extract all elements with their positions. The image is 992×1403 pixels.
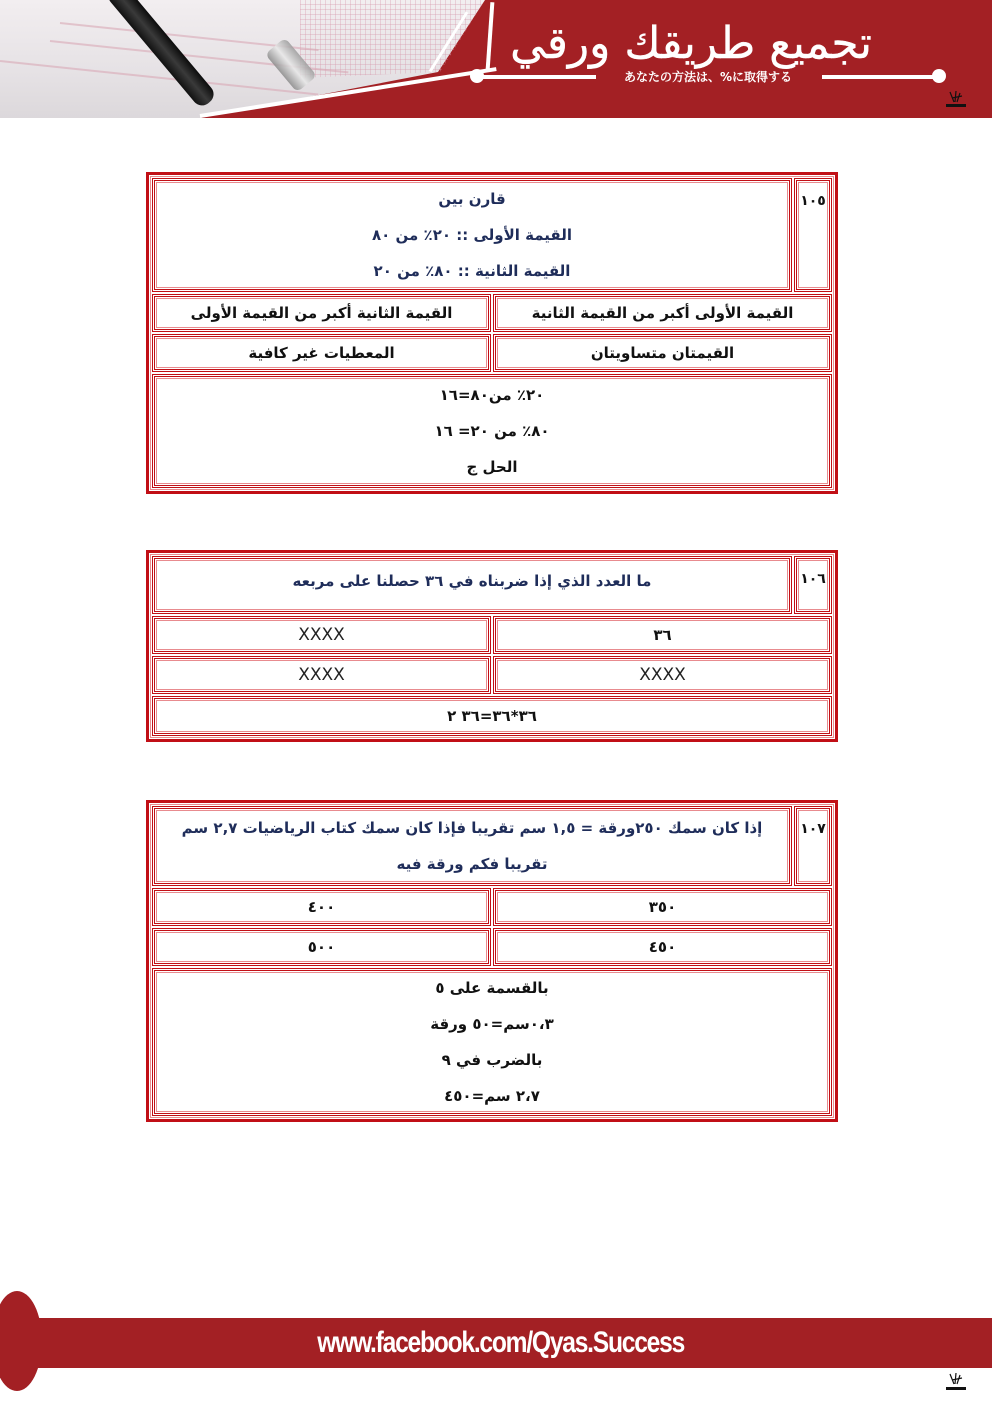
tagline-bar (822, 75, 940, 79)
solution-line: ٠،٣سم=٥٠ ورقة (430, 1015, 554, 1033)
solution (152, 696, 832, 736)
option-a[interactable]: ٣٦ (493, 616, 832, 654)
answer-grid-texture (300, 0, 490, 80)
solution-line: ٨٠٪ من ٢٠= ١٦ (434, 422, 550, 440)
question-block-107 (146, 800, 838, 1122)
header-banner (0, 0, 992, 118)
solution (152, 968, 832, 1116)
solution-line: ٢،٧ سم=٤٥٠ (444, 1087, 540, 1105)
tagline-dot (932, 69, 946, 83)
prompt-line: قارن بين (438, 190, 506, 208)
question-prompt (152, 806, 792, 886)
solution (152, 374, 832, 488)
option-c[interactable]: ٤٥٠ (493, 928, 832, 966)
option-d[interactable]: XXXX (152, 656, 491, 694)
prompt-line: القيمة الأولى :: ٢٠٪ من ٨٠ (372, 226, 572, 244)
question-number: ١٠٦ (794, 556, 832, 614)
solution-line: بالضرب في ٩ (441, 1051, 543, 1069)
tagline-bar (478, 75, 596, 79)
question-block-106 (146, 550, 838, 742)
option-a[interactable]: القيمة الأولى أكبر من القيمة الثانية (493, 294, 832, 332)
question-number: ١٠٧ (794, 806, 832, 886)
option-c[interactable]: القيمتان متساويتان (493, 334, 832, 372)
option-c[interactable]: XXXX (493, 656, 832, 694)
question-prompt (152, 556, 792, 614)
banner-title: تجميع طريقك ورقي (510, 18, 872, 69)
prompt-line: ما العدد الذي إذا ضربناه في ٣٦ حصلنا على مربعه (292, 572, 652, 590)
solution-line: ٢٠٪ من٨٠=١٦ (439, 386, 545, 404)
option-b[interactable]: ٤٠٠ (152, 888, 491, 926)
tagline-row (470, 68, 950, 86)
banner-tagline: あなたの方法は、%に取得する (623, 70, 793, 84)
prompt-line: القيمة الثانية :: ٨٠٪ من ٢٠ (373, 262, 571, 280)
question-number: ١٠٥ (794, 178, 832, 292)
solution-line: الحل ج (466, 458, 518, 476)
signature-logo-icon (942, 90, 970, 110)
option-b[interactable]: XXXX (152, 616, 491, 654)
option-d[interactable]: ٥٠٠ (152, 928, 491, 966)
option-a[interactable]: ٣٥٠ (493, 888, 832, 926)
solution-line: ٣٦*٣٦=٣٦ ٢ (447, 707, 537, 725)
prompt-line: إذا كان سمك ٢٥٠ورقة = ١,٥ سم تقريبا فإذا كان سمك كتاب الرياضيات ٢,٧ سم (181, 819, 763, 837)
prompt-line: تقريبا فكم ورقة فيه (396, 855, 548, 873)
question-block-105 (146, 172, 838, 494)
solution-line: بالقسمة على ٥ (435, 979, 549, 997)
question-prompt (152, 178, 792, 292)
signature-logo-icon (942, 1372, 970, 1394)
banner-stripe (486, 2, 495, 70)
footer-url-link[interactable]: www.facebook.com/Qyas.Success (317, 1326, 685, 1359)
option-b[interactable]: القيمة الثانية أكبر من القيمة الأولى (152, 294, 491, 332)
option-d[interactable]: المعطيات غير كافية (152, 334, 491, 372)
footer-band (10, 1318, 992, 1368)
